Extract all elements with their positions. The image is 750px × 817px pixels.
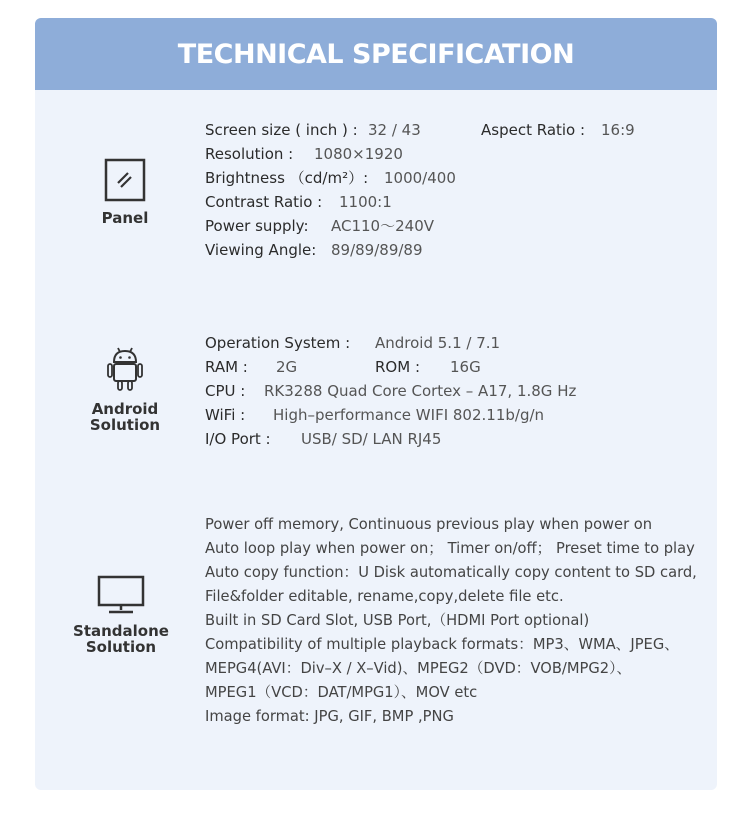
standalone-line: MPEG1（VCD：DAT/MPG1）、MOV etc <box>205 684 478 701</box>
screen-size-key: Screen size ( inch ) : <box>205 121 358 139</box>
spec-header <box>35 18 717 90</box>
brightness-row <box>205 166 710 190</box>
android-section <box>35 331 717 471</box>
standalone-label: Standalone Solution <box>73 622 169 656</box>
aspect-ratio-value: 16:9 <box>601 121 635 139</box>
brightness-value: 1000/400 <box>384 169 456 187</box>
standalone-line: Power off memory, Continuous previous play when power on <box>205 516 653 533</box>
standalone-line: Image format: JPG, GIF, BMP ,PNG <box>205 708 454 725</box>
resolution-value: 1080×1920 <box>314 145 403 163</box>
android-label: Android Solution <box>89 400 161 434</box>
wifi-row <box>205 403 710 427</box>
wifi-key: WiFi : <box>205 406 246 424</box>
os-row <box>205 331 710 355</box>
io-port-row <box>205 427 710 451</box>
panel-section <box>35 118 717 278</box>
ram-rom-row <box>205 355 710 379</box>
os-key: Operation System : <box>205 334 351 352</box>
power-supply-value: AC110～240V <box>331 217 434 235</box>
panel-label: Panel <box>101 209 149 227</box>
monitor-icon <box>97 575 145 615</box>
viewing-angle-key: Viewing Angle: <box>205 241 317 259</box>
power-supply-row <box>205 214 710 238</box>
page-title: TECHNICAL SPECIFICATION <box>177 38 575 70</box>
panel-specs <box>205 118 710 262</box>
android-icon-group <box>75 345 175 433</box>
os-value: Android 5.1 / 7.1 <box>375 334 501 352</box>
io-port-value: USB/ SD/ LAN RJ45 <box>301 430 442 448</box>
contrast-row <box>205 190 710 214</box>
contrast-key: Contrast Ratio : <box>205 193 323 211</box>
resolution-row <box>205 142 710 166</box>
standalone-line: Auto copy function：U Disk automatically copy content to SD card, <box>205 564 697 581</box>
power-supply-key: Power supply: <box>205 217 309 235</box>
panel-icon <box>104 158 146 202</box>
panel-icon-group <box>75 158 175 226</box>
cpu-row <box>205 379 710 403</box>
standalone-line: File&folder editable, rename,copy,delete file etc. <box>205 588 564 605</box>
standalone-icon-group <box>71 575 171 655</box>
standalone-line: Compatibility of multiple playback formats：MP3、WMA、JPEG、 <box>205 636 679 653</box>
viewing-angle-row <box>205 238 710 262</box>
rom-key: ROM : <box>375 358 420 376</box>
standalone-line: Auto loop play when power on； Timer on/off； Preset time to play <box>205 540 695 557</box>
io-port-key: I/O Port : <box>205 430 271 448</box>
brightness-key: Brightness （cd/m²）: <box>205 169 369 187</box>
screen-size-row <box>205 118 710 142</box>
standalone-section <box>35 513 717 743</box>
spec-card <box>35 18 717 790</box>
screen-size-value: 32 / 43 <box>368 121 421 139</box>
contrast-value: 1100:1 <box>339 193 392 211</box>
standalone-specs <box>205 513 710 729</box>
wifi-value: High–performance WIFI 802.11b/g/n <box>273 406 545 424</box>
standalone-line: MEPG4(AVI：Div–X / X–Vid)、MPEG2（DVD：VOB/MPG2）、 <box>205 660 632 677</box>
ram-key: RAM : <box>205 358 248 376</box>
standalone-line: Built in SD Card Slot, USB Port,（HDMI Port optional) <box>205 612 590 629</box>
android-icon <box>106 345 144 393</box>
aspect-ratio-key: Aspect Ratio : <box>481 121 586 139</box>
android-specs <box>205 331 710 451</box>
ram-value: 2G <box>276 358 298 376</box>
viewing-angle-value: 89/89/89/89 <box>331 241 423 259</box>
resolution-key: Resolution : <box>205 145 294 163</box>
cpu-key: CPU : <box>205 382 246 400</box>
rom-value: 16G <box>450 358 481 376</box>
cpu-value: RK3288 Quad Core Cortex – A17, 1.8G Hz <box>264 382 577 400</box>
